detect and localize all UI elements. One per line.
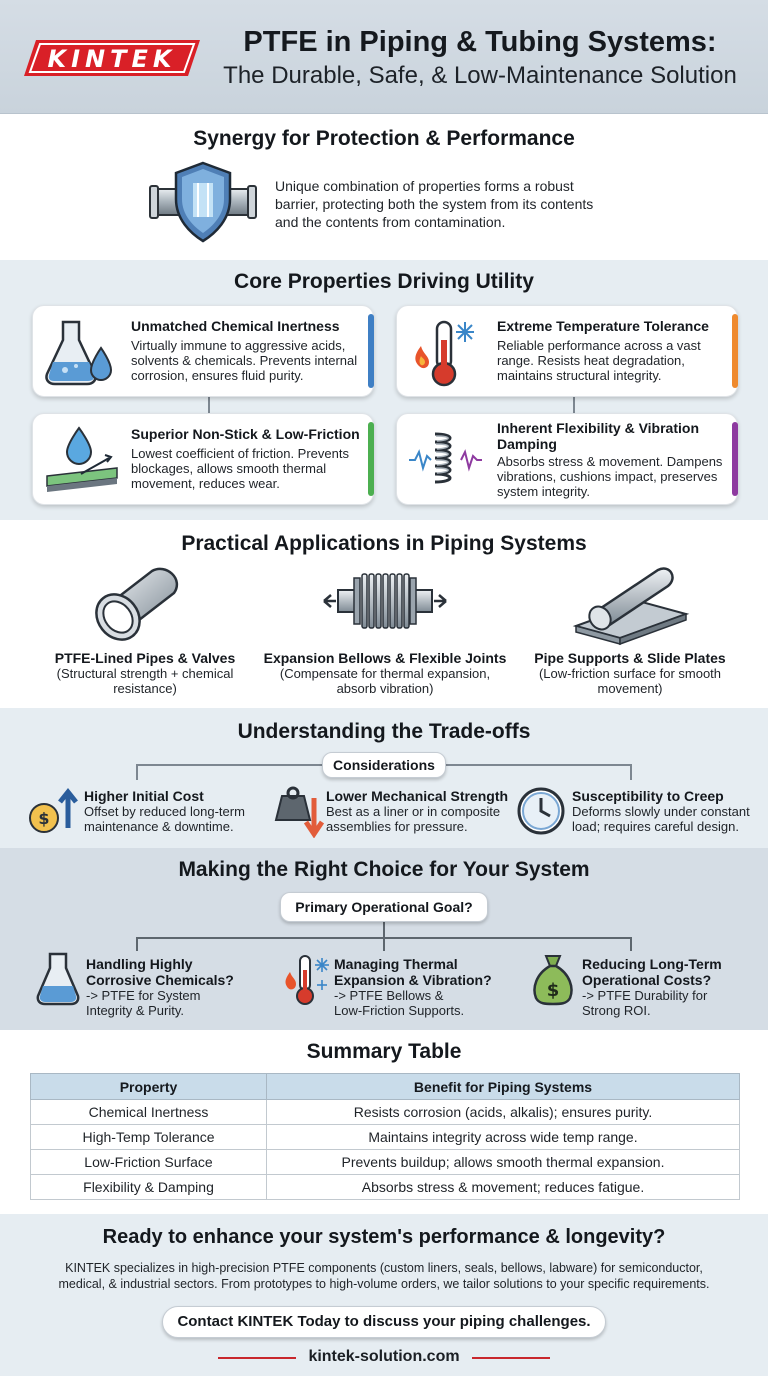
cta-heading: Ready to enhance your system's performance & longevity? <box>102 1226 666 1248</box>
application-item <box>505 650 755 696</box>
card-chemical-inertness <box>32 305 374 397</box>
lined-pipe-icon <box>88 565 188 645</box>
droplet-surface-icon <box>43 424 123 496</box>
core-properties-section <box>0 260 768 520</box>
contact-button[interactable]: Contact KINTEK Today to discuss your piping challenges. <box>162 1306 606 1338</box>
card-text: Reliable performance across a vast range. Resists heat degradation, maintains structural integrity. <box>497 338 701 383</box>
table-cell: Chemical Inertness <box>31 1100 267 1125</box>
tradeoff-item: Higher Initial Cost Offset by reduced long-term maintenance & downtime. <box>84 788 245 834</box>
choice-section <box>0 848 768 1030</box>
table-cell: Absorbs stress & movement; reduces fatigue. <box>267 1175 740 1200</box>
money-bag-icon <box>530 952 576 1006</box>
table-cell: Prevents buildup; allows smooth thermal expansion. <box>267 1150 740 1175</box>
synergy-heading: Synergy for Protection & Performance <box>193 127 575 150</box>
table-cell: Low-Friction Surface <box>31 1150 267 1175</box>
choice-item: Managing Thermal Expansion & Vibration? -> PTFE Bellows & Low-Friction Supports. <box>334 956 492 1018</box>
card-accent <box>732 314 738 388</box>
application-sub: (Low-friction surface for smooth movement) <box>538 666 722 696</box>
card-temperature-tolerance <box>396 305 738 397</box>
table-cell: Resists corrosion (acids, alkalis); ensures purity. <box>267 1100 740 1125</box>
table-header-row <box>31 1074 740 1100</box>
cta-text: KINTEK specializes in high-precision PTFE components (custom liners, seals, bellows, labware) for semiconductor, medical, & industrial sectors. From prototypes to high-volume orders, we tailor solutions to your specific requirements. <box>58 1261 710 1291</box>
application-title: PTFE-Lined Pipes & Valves <box>54 650 236 666</box>
shield-pipe-icon <box>148 159 258 245</box>
table-cell: High-Temp Tolerance <box>31 1125 267 1150</box>
card-accent <box>368 422 374 496</box>
cta-section <box>0 1214 768 1376</box>
kintek-logo <box>22 38 202 78</box>
application-sub: (Compensate for thermal expansion, absorb vibration) <box>279 666 491 696</box>
card-text: Lowest coefficient of friction. Prevents blockages, allows smooth thermal movement, reduces wear. <box>131 446 349 491</box>
application-item <box>260 650 510 696</box>
column-header: Benefit for Piping Systems <box>267 1074 740 1100</box>
synergy-section <box>0 115 768 260</box>
summary-table <box>30 1073 740 1200</box>
application-sub: (Structural strength + chemical resistance) <box>56 666 234 696</box>
spring-vibration-icon <box>407 426 483 494</box>
application-title: Expansion Bellows & Flexible Joints <box>263 650 507 666</box>
slide-plate-icon <box>570 564 690 646</box>
table-row <box>31 1150 740 1175</box>
flask-icon <box>43 318 115 386</box>
flask-icon <box>36 952 80 1006</box>
considerations-label: Considerations <box>322 752 446 778</box>
header <box>0 0 768 114</box>
card-accent <box>732 422 738 496</box>
choice-item: Reducing Long-Term Operational Costs? -> PTFE Durability for Strong ROI. <box>582 956 722 1018</box>
application-title: Pipe Supports & Slide Plates <box>534 650 726 666</box>
tradeoff-item: Lower Mechanical Strength Best as a liner or in composite assemblies for pressure. <box>326 788 509 834</box>
card-title: Extreme Temperature Tolerance <box>497 318 709 334</box>
weight-down-icon <box>270 784 324 838</box>
table-row <box>31 1100 740 1125</box>
page-title: PTFE in Piping & Tubing Systems: <box>243 26 717 58</box>
website-link[interactable]: kintek-solution.com <box>308 1348 460 1365</box>
card-flexibility <box>396 413 738 505</box>
tradeoffs-heading: Understanding the Trade-offs <box>237 720 531 743</box>
svg-text:$: $ <box>38 809 50 828</box>
choice-heading: Making the Right Choice for Your System <box>178 858 590 881</box>
table-row <box>31 1175 740 1200</box>
table-cell: Flexibility & Damping <box>31 1175 267 1200</box>
column-header: Property <box>31 1074 267 1100</box>
card-accent <box>368 314 374 388</box>
goal-label: Primary Operational Goal? <box>280 892 488 922</box>
table-row <box>31 1125 740 1150</box>
summary-heading: Summary Table <box>306 1040 462 1063</box>
svg-text:KINTEK: KINTEK <box>47 45 177 73</box>
tradeoffs-section <box>0 708 768 848</box>
choice-item: Handling Highly Corrosive Chemicals? -> PTFE for System Integrity & Purity. <box>86 956 234 1018</box>
applications-heading: Practical Applications in Piping Systems <box>181 532 587 555</box>
thermometer-icon <box>409 316 479 390</box>
application-item <box>20 650 270 696</box>
tradeoff-item: Susceptibility to Creep Deforms slowly under constant load; requires careful design. <box>572 788 750 834</box>
svg-text:$: $ <box>546 980 560 1001</box>
table-cell: Maintains integrity across wide temp range. <box>267 1125 740 1150</box>
card-text: Virtually immune to aggressive acids, solvents & chemicals. Prevents internal corrosion, ensures fluid purity. <box>131 338 358 383</box>
coin-cost-icon <box>28 784 78 836</box>
card-title: Inherent Flexibility & Vibration Damping <box>497 420 699 452</box>
core-heading: Core Properties Driving Utility <box>234 270 534 293</box>
thermometer-icon <box>282 952 332 1008</box>
synergy-text: Unique combination of properties forms a robust barrier, protecting both the system from its contents and the contents from contamination. <box>275 178 594 230</box>
applications-section <box>0 520 768 708</box>
card-text: Absorbs stress & movement. Dampens vibrations, cushions impact, preserves system integrity. <box>497 454 723 499</box>
bellows-icon <box>322 566 448 636</box>
page-subtitle: The Durable, Safe, & Low-Maintenance Solution <box>223 62 737 89</box>
card-title: Unmatched Chemical Inertness <box>131 318 340 334</box>
clock-icon <box>516 786 566 836</box>
card-title: Superior Non-Stick & Low-Friction <box>131 426 360 442</box>
card-non-stick <box>32 413 374 505</box>
